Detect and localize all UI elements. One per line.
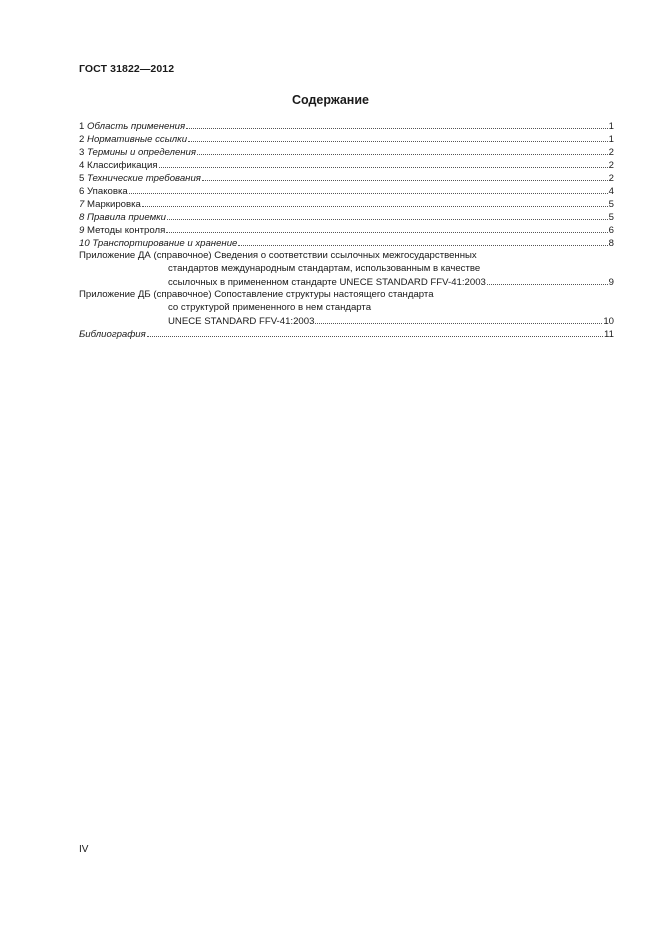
leader-dots: [167, 210, 608, 220]
toc-entry[interactable]: [79, 119, 614, 132]
leader-dots: [238, 236, 607, 246]
toc-entry-number: 8: [79, 212, 85, 223]
leader-dots: [142, 197, 608, 207]
page-number: IV: [79, 844, 89, 855]
toc-entry-title: Транспортирование и хранение: [92, 238, 238, 249]
leader-dots: [147, 327, 603, 337]
toc-entry-page: 9: [608, 277, 614, 288]
toc-entry-title: Область применения: [87, 121, 186, 132]
leader-dots: [129, 184, 608, 194]
toc-entry-page: 1: [608, 121, 614, 132]
toc-entry-title: Термины и определения: [87, 147, 197, 158]
toc-entry-page: 10: [603, 316, 614, 327]
toc-entry-number: 2: [79, 134, 85, 145]
table-of-contents: [79, 119, 614, 340]
toc-entry-title: Библиография: [79, 329, 146, 340]
toc-entry[interactable]: [79, 158, 614, 171]
appendix-a-line-1: Приложение ДА (справочное) Сведения о соответствии ссылочных межгосударственных: [79, 250, 477, 261]
leader-dots: [186, 119, 608, 129]
toc-entry-title: Маркировка: [87, 199, 141, 210]
toc-entry-number: 1: [79, 121, 85, 132]
toc-entry[interactable]: [79, 145, 614, 158]
toc-entry[interactable]: [79, 132, 614, 145]
appendix-a-line-3: ссылочных в примененном стандарте UNECE STANDARD FFV-41:2003: [168, 277, 486, 288]
toc-entry-title: Нормативные ссылки: [87, 134, 188, 145]
toc-entry-number: 9: [79, 225, 85, 236]
leader-dots: [166, 223, 607, 233]
leader-dots: [315, 314, 602, 324]
toc-entry[interactable]: [79, 197, 614, 210]
toc-entry-page: 2: [608, 147, 614, 158]
appendix-a-line-2: стандартов международным стандартам, использованным в качестве: [168, 263, 481, 274]
leader-dots: [159, 158, 608, 168]
toc-entry-page: 5: [608, 212, 614, 223]
toc-entry-page: 5: [608, 199, 614, 210]
leader-dots: [202, 171, 608, 181]
leader-dots: [188, 132, 608, 142]
toc-entry-page: 8: [608, 238, 614, 249]
toc-entry-page: 4: [608, 186, 614, 197]
appendix-b-line-2: со структурой примененного в нем стандарта: [168, 302, 372, 313]
toc-entry[interactable]: [79, 223, 614, 236]
toc-entry-number: 4: [79, 160, 85, 171]
toc-entry-page: 6: [608, 225, 614, 236]
toc-entry[interactable]: [79, 210, 614, 223]
toc-entry-number: 5: [79, 173, 85, 184]
toc-entry[interactable]: [79, 184, 614, 197]
toc-entry[interactable]: [79, 171, 614, 184]
toc-entry-title: Классификация: [87, 160, 158, 171]
leader-dots: [487, 275, 608, 285]
toc-entry-title: Правила приемки: [87, 212, 167, 223]
toc-entry[interactable]: [79, 236, 614, 249]
toc-entry-page: 2: [608, 160, 614, 171]
toc-entry-number: 3: [79, 147, 85, 158]
toc-entry-title: Методы контроля: [87, 225, 166, 236]
toc-entry-title: Упаковка: [87, 186, 128, 197]
toc-bibliography[interactable]: [79, 327, 614, 340]
leader-dots: [197, 145, 608, 155]
toc-entry-page: 1: [608, 134, 614, 145]
toc-entry-number: 10: [79, 238, 90, 249]
toc-appendix-b[interactable]: [79, 288, 614, 327]
toc-entry-page: 11: [604, 329, 614, 340]
toc-entry-page: 2: [608, 173, 614, 184]
toc-entry-title: Технические требования: [87, 173, 201, 184]
appendix-b-line-1: Приложение ДБ (справочное) Сопоставление структуры настоящего стандарта: [79, 289, 434, 300]
document-code: ГОСТ 31822—2012: [79, 63, 175, 75]
toc-entry-number: 7: [79, 199, 85, 210]
appendix-b-line-3: UNECE STANDARD FFV-41:2003: [168, 316, 315, 327]
toc-appendix-a[interactable]: [79, 249, 614, 288]
toc-entry-number: 6: [79, 186, 85, 197]
toc-title: Содержание: [291, 93, 369, 107]
